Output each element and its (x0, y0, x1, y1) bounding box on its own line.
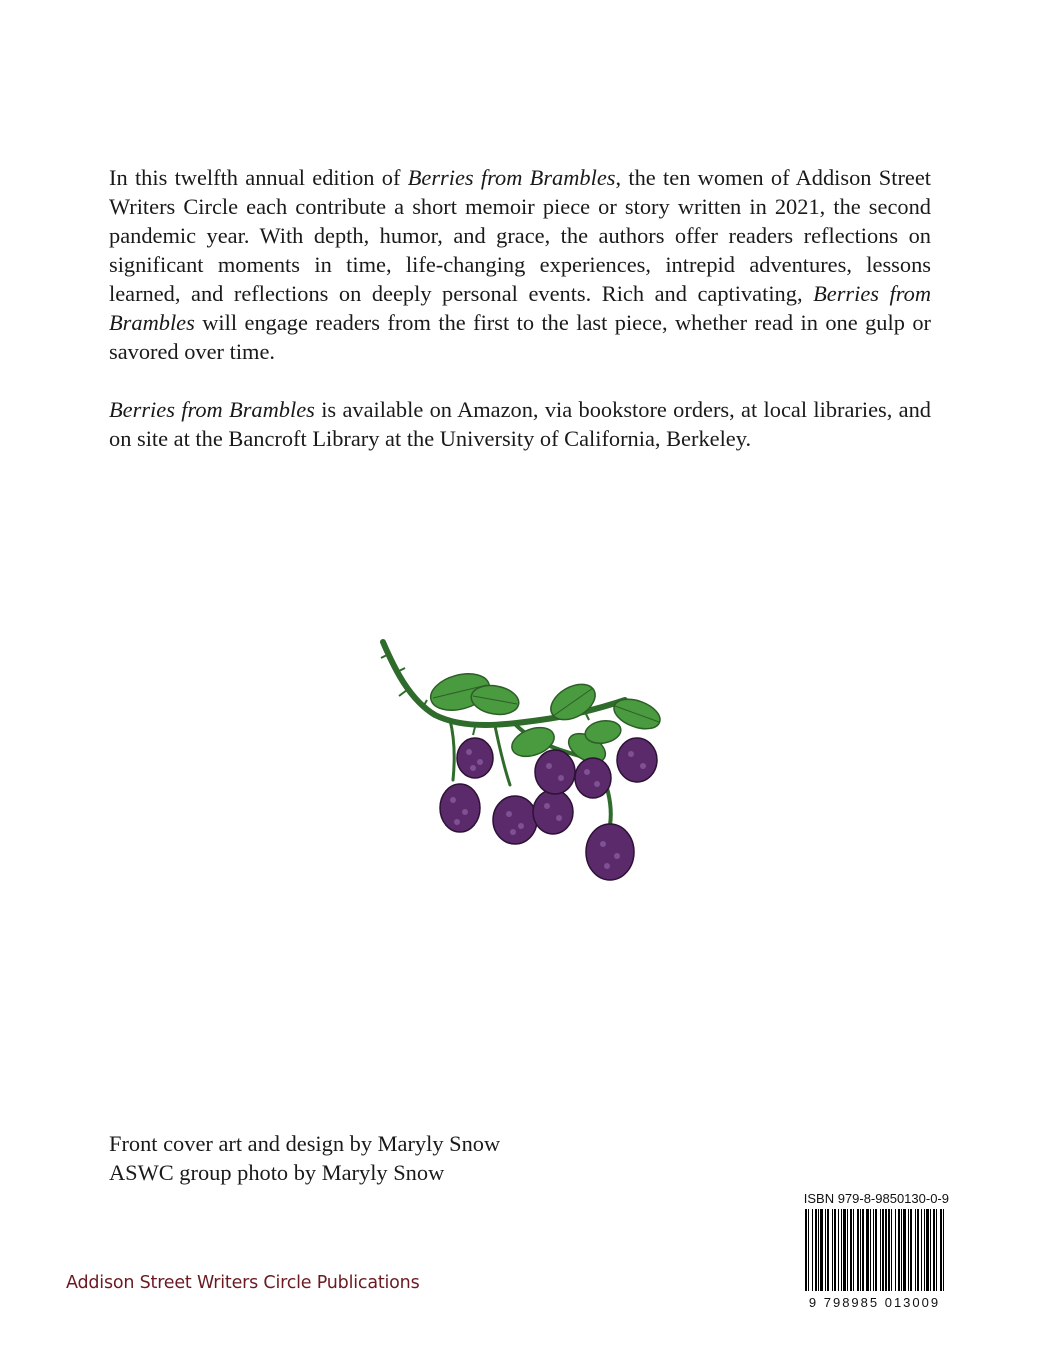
barcode-bar (805, 1209, 807, 1291)
barcode-bar (827, 1209, 829, 1291)
barcode-bar (834, 1209, 836, 1291)
credits (109, 1129, 500, 1187)
barcode-bar (882, 1209, 884, 1291)
blackberry (586, 824, 634, 880)
barcode-bar (870, 1209, 871, 1291)
barcode-bar (853, 1209, 854, 1291)
isbn-barcode (797, 1191, 952, 1310)
barcode-bar (880, 1209, 881, 1291)
barcode-bar (857, 1209, 859, 1291)
barcode-bar (930, 1209, 931, 1291)
barcode-bar (915, 1209, 916, 1291)
barcode-bar (926, 1209, 929, 1291)
barcode-bar (862, 1209, 864, 1291)
barcode-bar (866, 1209, 869, 1291)
availability-text: is available on Amazon, via bookstore orders, at local libraries, and on site at the Bancroft Library at the University of California, Berkeley. (109, 397, 932, 451)
blackberry (533, 790, 573, 834)
blackberry (440, 784, 480, 832)
book-title: Berries from Brambles (109, 397, 315, 422)
blackberry (617, 738, 657, 782)
barcode-bar (850, 1209, 852, 1291)
barcode-bar (818, 1209, 819, 1291)
barcode-bar (838, 1209, 839, 1291)
barcode-bar (933, 1209, 935, 1291)
blurb-ending: will engage readers from the first to the last piece, whether read in one gulp or savored over time. (109, 310, 931, 364)
blurb-paragraph-1 (109, 163, 931, 366)
book-title: Berries from Brambles (407, 165, 616, 190)
barcode-bar (936, 1209, 937, 1291)
barcode-bar (875, 1209, 877, 1291)
barcode-bar (924, 1209, 925, 1291)
publisher-name: Addison Street Writers Circle Publications (66, 1273, 420, 1293)
barcode-bar (815, 1209, 817, 1291)
isbn-label: ISBN 979-8-9850130-0-9 (803, 1191, 949, 1206)
barcode-bar (940, 1209, 942, 1291)
blackberry (457, 738, 493, 778)
barcode-bar (895, 1209, 896, 1291)
blurb-body: , the ten women of Addison Street Writers Circle each contribute a short memoir piece or story written in 2021, the second pandemic year. With depth, humor, and grace, the authors offer readers reflections on significant moments in time, life-changing experiences, intrepid adventures, lessons learned, and reflections on deeply personal events. Rich and captivating, (109, 165, 931, 306)
bramble-stem-branch (450, 720, 454, 780)
barcode-bar (898, 1209, 900, 1291)
barcode-bar (891, 1209, 892, 1291)
blurb-intro: In this twelfth annual edition of (109, 165, 408, 190)
barcode-bars (797, 1209, 952, 1297)
back-cover-blurb (109, 163, 931, 453)
barcode-bar (812, 1209, 813, 1291)
barcode-bar (888, 1209, 890, 1291)
barcode-bar (885, 1209, 887, 1291)
barcode-bar (860, 1209, 861, 1291)
blackberry (535, 750, 575, 794)
book-title: Berries from Brambles (109, 281, 931, 335)
barcode-bar (843, 1209, 846, 1291)
blackberry (493, 796, 537, 844)
bramble-stem-branch (495, 726, 510, 785)
barcode-bar (903, 1209, 906, 1291)
barcode-bar (808, 1209, 809, 1291)
barcode-bar (917, 1209, 919, 1291)
cover-credit: Front cover art and design by Maryly Snow (109, 1131, 501, 1156)
barcode-bar (820, 1209, 823, 1291)
barcode-bar (908, 1209, 909, 1291)
barcode-digits: 9 798985 013009 (808, 1295, 941, 1310)
barcode-bar (825, 1209, 826, 1291)
barcode-bar (921, 1209, 922, 1291)
barcode-bar (847, 1209, 848, 1291)
barcode-bar (910, 1209, 912, 1291)
photo-credit: ASWC group photo by Maryly Snow (109, 1160, 445, 1185)
blackberry (575, 758, 611, 798)
blurb-paragraph-2 (109, 395, 931, 453)
barcode-bar (943, 1209, 944, 1291)
blackberry-branch-icon (355, 630, 665, 890)
barcode-bar (873, 1209, 874, 1291)
berries (440, 738, 657, 880)
barcode-bar (841, 1209, 842, 1291)
barcode-bar (901, 1209, 902, 1291)
barcode-bar (832, 1209, 833, 1291)
